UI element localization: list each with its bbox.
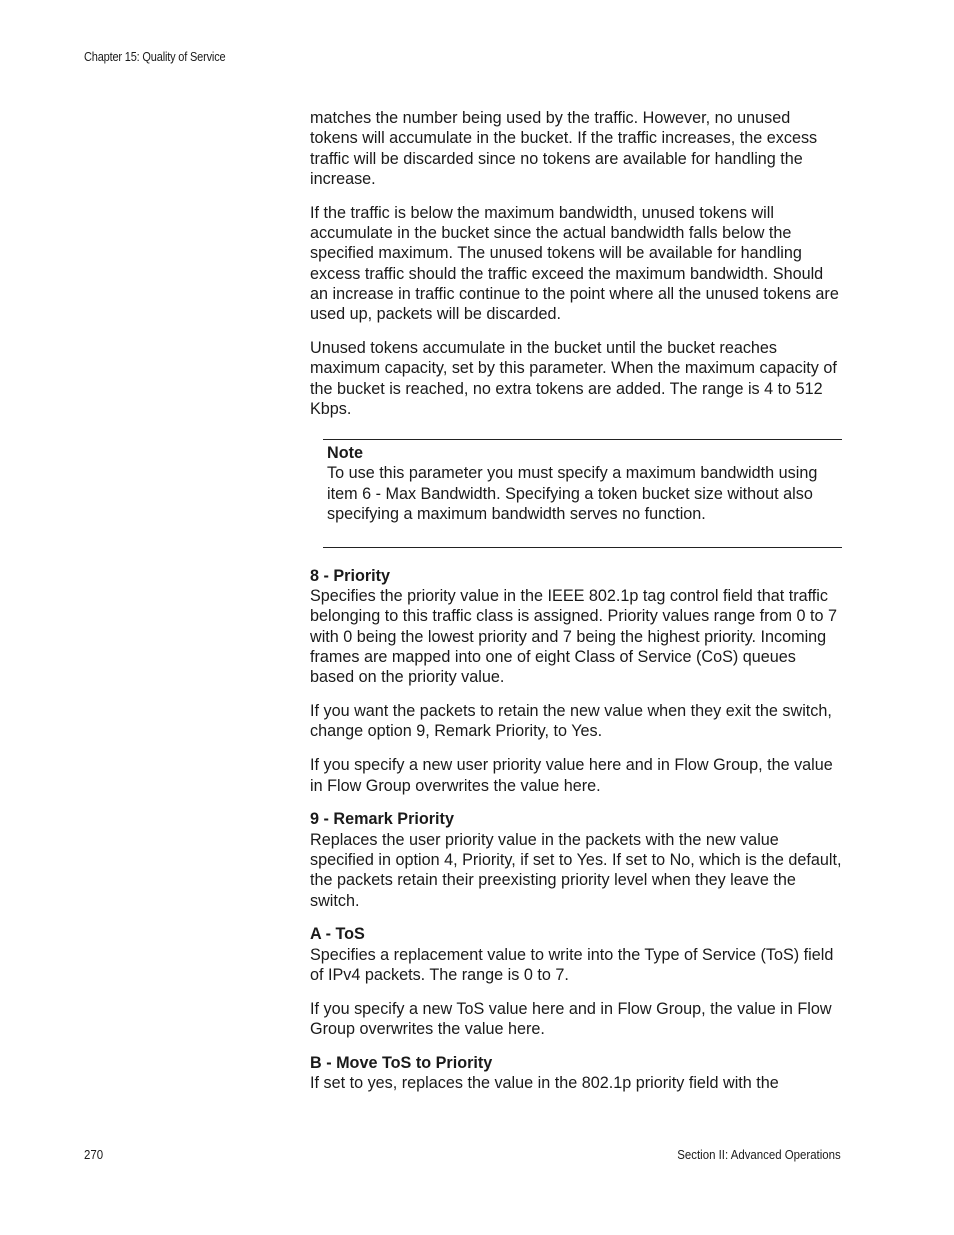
section-paragraph: If you specify a new user priority value here and in Flow Group, the value in Flow Group overwrites the value here. [310, 756, 833, 795]
body-paragraph: If the traffic is below the maximum bandwidth, unused tokens will accumulate in the bucket since the actual bandwidth falls below the specified maximum. The unused tokens will be available for handling excess traffic should the traffic exceed the maximum bandwidth. Should an increase in traffic continue to the point where all the unused tokens are used up, packets will be discarded. [310, 203, 839, 324]
section-heading: B - Move ToS to Priority [310, 1053, 493, 1072]
section-paragraph: If you want the packets to retain the new value when they exit the switch, change option 9, Remark Priority, to Yes. [310, 702, 832, 741]
section-paragraph: Specifies the priority value in the IEEE 802.1p tag control field that traffic belonging to this traffic class is assigned. Priority values range from 0 to 7 with 0 being the lowest priority and 7 being the highest priority. Incoming frames are mapped into one of eight Class of Service (CoS) queues based on the priority value. [310, 587, 837, 687]
section-heading: 9 - Remark Priority [310, 810, 454, 829]
section-priority [310, 566, 842, 796]
note-box [323, 439, 842, 548]
section-paragraph: Replaces the user priority value in the packets with the new value specified in option 4, Priority, if set to Yes. If set to No, which is the default, the packets retain their preexisting priority level when they leave the switch. [310, 830, 842, 910]
section-remark-priority [310, 809, 842, 910]
body-content [310, 108, 842, 1107]
section-heading: A - ToS [310, 925, 365, 944]
body-paragraph: Unused tokens accumulate in the bucket until the bucket reaches maximum capacity, set by this parameter. When the maximum capacity of the bucket is reached, no extra tokens are added. The range is 4 to 512 Kbps. [310, 338, 837, 418]
section-tos [310, 924, 842, 1039]
note-title: Note [327, 444, 363, 463]
body-paragraph: matches the number being used by the traffic. However, no unused tokens will accumulate in the bucket. If the traffic increases, the excess traffic will be discarded since no tokens are available for handling the increase. [310, 109, 818, 188]
section-paragraph: If set to yes, replaces the value in the 802.1p priority field with the [310, 1074, 779, 1093]
section-paragraph: Specifies a replacement value to write into the Type of Service (ToS) field of IPv4 packets. The range is 0 to 7. [310, 945, 834, 984]
running-footer: Section II: Advanced Operations [677, 1147, 841, 1162]
note-body: To use this parameter you must specify a maximum bandwidth using item 6 - Max Bandwidth. Specifying a token bucket size without also specifying a maximum bandwidth serves no function. [327, 464, 818, 524]
running-header: Chapter 15: Quality of Service [84, 50, 226, 64]
page-number: 270 [84, 1147, 104, 1162]
section-paragraph: If you specify a new ToS value here and in Flow Group, the value in Flow Group overwrites the value here. [310, 999, 832, 1038]
section-move-tos-to-priority [310, 1053, 842, 1094]
section-heading: 8 - Priority [310, 566, 391, 585]
